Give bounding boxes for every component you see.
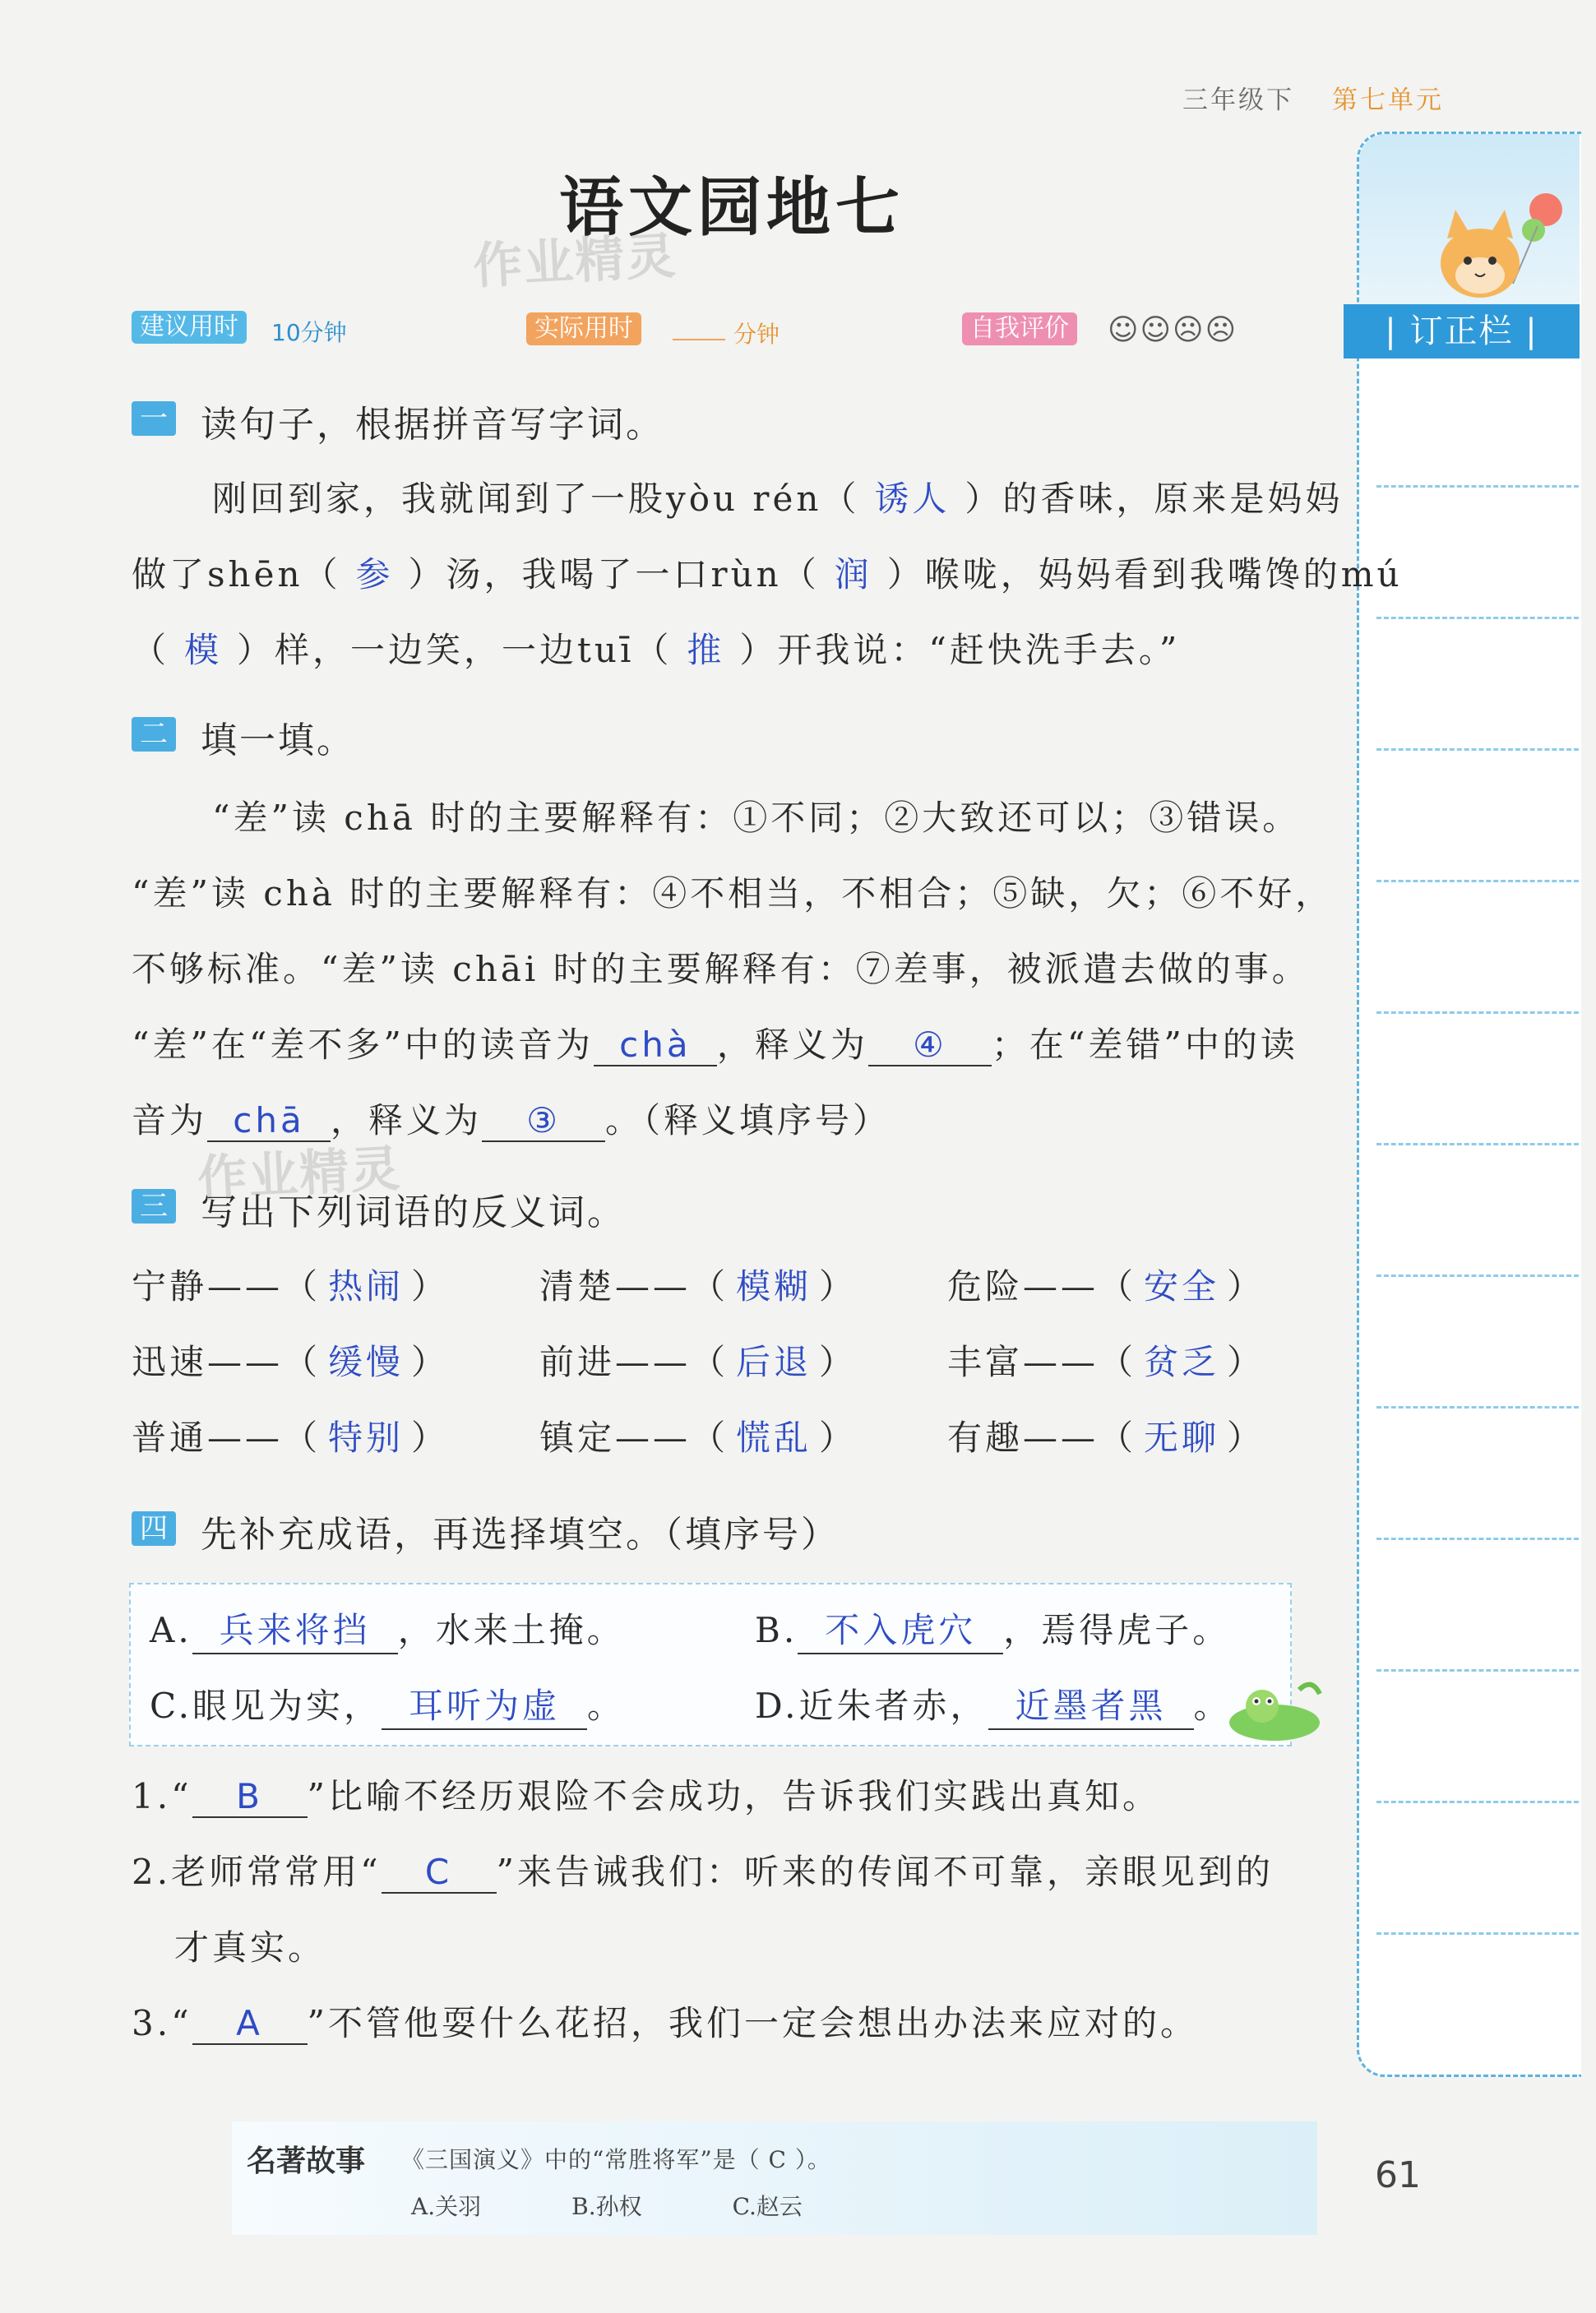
watermark: 作业精灵 (196, 1140, 403, 1209)
correction-panel (1357, 132, 1581, 2077)
answer: 推 (687, 630, 725, 670)
text: 做了shēn（ (132, 554, 341, 594)
answer-blank[interactable]: 兵来将挡 (192, 1603, 398, 1654)
correction-line (1376, 748, 1579, 751)
text: ，释义为 (716, 1025, 868, 1065)
classic-story-question: 《三国演义》中的“常胜将军”是（ C ）。 (401, 2146, 831, 2173)
antonym-word: 清楚 (539, 1266, 616, 1307)
option-a: A.关羽 (411, 2193, 482, 2220)
text: ”比喻不经历艰险不会成功，告诉我们实践出真知。 (307, 1776, 1161, 1816)
text: 1.“ (132, 1776, 192, 1816)
antonym-close: ） (411, 1342, 450, 1382)
text: 3.“ (132, 2003, 192, 2043)
suggested-time-value: 10分钟 (271, 319, 347, 346)
classic-story-options (411, 2189, 803, 2222)
antonym-close: ） (1227, 1342, 1265, 1382)
section-title: 读句子，根据拼音写字词。 (201, 404, 664, 446)
correction-line (1376, 485, 1579, 488)
antonym-close: ） (1227, 1418, 1265, 1458)
antonym-item (132, 1411, 449, 1460)
answer-blank[interactable]: ③ (482, 1100, 605, 1142)
header-unit: 第七单元 (1332, 86, 1444, 115)
text: ”不管他耍什么花招，我们一定会想出办法来应对的。 (307, 2003, 1199, 2043)
face-rating-icons[interactable]: ☺☺☹☹ (1108, 313, 1238, 347)
answer-blank[interactable]: A (192, 2003, 308, 2045)
correction-line (1376, 1274, 1579, 1277)
correction-line (1376, 1538, 1579, 1540)
self-evaluation-tag: 自我评价 (962, 312, 1077, 345)
correction-line (1376, 1801, 1579, 1803)
antonym-item (132, 1335, 449, 1385)
answer-blank[interactable]: 耳听为虚 (382, 1679, 587, 1730)
antonym-close: ） (1227, 1266, 1265, 1307)
header-grade: 三年级下 (1182, 86, 1294, 115)
antonym-item (539, 1411, 857, 1460)
question-2-cont: 才真实。 (174, 1927, 326, 1968)
antonym-item (539, 1335, 857, 1385)
correction-column-header: | 订正栏 | (1344, 304, 1580, 359)
answer-blank[interactable]: 不入虎穴 (798, 1603, 1003, 1654)
text: B. (755, 1610, 798, 1650)
antonym-dash: ——（ (1023, 1266, 1137, 1307)
page-title: 语文园地七 (559, 170, 905, 245)
idiom-b (755, 1603, 1230, 1654)
antonym-close: ） (411, 1266, 450, 1307)
section-number: 四 (132, 1511, 176, 1546)
text: ，释义为 (331, 1100, 483, 1140)
antonym-answer[interactable]: 热闹 (328, 1266, 405, 1307)
antonym-close: ） (411, 1418, 450, 1458)
antonym-answer[interactable]: 贫乏 (1144, 1342, 1220, 1382)
antonym-answer[interactable]: 特别 (328, 1418, 405, 1458)
antonym-answer[interactable]: 模糊 (736, 1266, 812, 1307)
section-number: 三 (132, 1189, 176, 1224)
section-title: 填一填。 (201, 719, 355, 761)
correction-line (1376, 1669, 1579, 1672)
antonym-dash: ——（ (207, 1342, 322, 1382)
text: ）样，一边笑，一边tuī（ (237, 630, 673, 670)
s1-line-3 (132, 623, 1180, 673)
antonym-item (947, 1260, 1265, 1309)
s1-line-2 (132, 548, 1403, 597)
correction-line (1376, 617, 1579, 619)
antonym-word: 宁静 (132, 1266, 208, 1307)
s2-line-3: 不够标准。“差”读 chāi 时的主要解释有：⑦差事，被派遣去做的事。 (132, 949, 1310, 989)
section-title: 先补充成语，再选择填空。（填序号） (201, 1514, 840, 1556)
text: D.近朱者赤， (755, 1686, 988, 1726)
antonym-answer[interactable]: 安全 (1144, 1266, 1220, 1307)
s2-line-4 (132, 1018, 1298, 1067)
text: 。（释义填序号） (605, 1100, 891, 1140)
frog-leaf-icon (1217, 1673, 1324, 1747)
answer-blank[interactable]: chà (594, 1025, 717, 1066)
text: ）开我说：“赶快洗手去。” (739, 630, 1181, 670)
antonym-word: 危险 (947, 1266, 1024, 1307)
text: ；在“差错”中的读 (991, 1025, 1298, 1065)
section-number: 二 (132, 717, 176, 752)
correction-line (1376, 1406, 1579, 1409)
idiom-c (150, 1679, 625, 1730)
correction-header-text: 订正栏 (1409, 312, 1514, 350)
text: 音为 (132, 1100, 208, 1140)
text: 刚回到家，我就闻到了一股yòu rén（ (212, 479, 860, 519)
option-b: B.孙权 (571, 2193, 642, 2220)
antonym-dash: ——（ (1023, 1342, 1137, 1382)
classic-story-label: 名著故事 (247, 2144, 366, 2178)
text: ）汤，我喝了一口rùn（ (408, 554, 820, 594)
answer-blank[interactable]: ④ (868, 1025, 992, 1066)
suggested-time-tag: 建议用时 (132, 311, 247, 344)
antonym-dash: ——（ (207, 1418, 322, 1458)
watermark: 作业精灵 (471, 227, 678, 296)
antonym-word: 前进 (539, 1342, 616, 1382)
question-2 (132, 1845, 1274, 1894)
answer-blank[interactable]: B (192, 1776, 308, 1818)
antonym-item (539, 1260, 857, 1309)
correction-line (1376, 1011, 1579, 1014)
text: C.眼见为实， (150, 1686, 382, 1726)
s1-line-1 (212, 472, 1343, 521)
text: 。 (1193, 1686, 1232, 1726)
answer: 润 (834, 554, 872, 594)
page-number: 61 (1375, 2154, 1421, 2196)
s2-line-2: “差”读 chà 时的主要解释有：④不相当，不相合；⑤缺，欠；⑥不好， (132, 873, 1334, 914)
antonym-answer[interactable]: 慌乱 (736, 1418, 812, 1458)
antonym-word: 普通 (132, 1418, 208, 1458)
text: （ (132, 630, 170, 670)
antonym-dash: ——（ (207, 1266, 322, 1307)
section-title: 写出下列词语的反义词。 (201, 1191, 626, 1233)
answer: 模 (184, 630, 223, 670)
text: 2.老师常常用“ (132, 1852, 382, 1892)
antonym-dash: ——（ (615, 1418, 729, 1458)
answer: 诱人 (874, 479, 951, 519)
correction-line (1376, 880, 1579, 882)
antonym-item (947, 1335, 1265, 1385)
antonym-close: ） (819, 1342, 858, 1382)
antonym-answer[interactable]: 无聊 (1144, 1418, 1220, 1458)
antonym-word: 镇定 (539, 1418, 616, 1458)
text: ，水来土掩。 (397, 1610, 625, 1650)
option-c: C.赵云 (732, 2193, 803, 2220)
s2-line-1: “差”读 chā 时的主要解释有：①不同；②大致还可以；③错误。 (212, 798, 1301, 838)
antonym-close: ） (819, 1418, 858, 1458)
antonym-item (947, 1411, 1265, 1460)
idiom-a (150, 1603, 625, 1654)
actual-time-blank[interactable] (673, 339, 725, 340)
answer-blank[interactable]: 近墨者黑 (988, 1679, 1194, 1730)
section-number: 一 (132, 401, 176, 436)
text: ”来告诫我们：听来的传闻不可靠，亲眼见到的 (496, 1852, 1274, 1892)
answer: 参 (355, 554, 394, 594)
answer-blank[interactable]: chā (207, 1100, 331, 1142)
antonym-close: ） (819, 1266, 858, 1307)
actual-time-tag: 实际用时 (526, 312, 641, 345)
antonym-item (132, 1260, 449, 1309)
antonym-dash: ——（ (615, 1342, 729, 1382)
antonym-word: 迅速 (132, 1342, 208, 1382)
antonym-word: 有趣 (947, 1418, 1024, 1458)
text: A. (150, 1610, 192, 1650)
antonym-answer[interactable]: 缓慢 (328, 1342, 405, 1382)
text: ）的香味，原来是妈妈 (965, 479, 1344, 519)
text: “差”在“差不多”中的读音为 (132, 1025, 594, 1065)
antonym-answer[interactable]: 后退 (736, 1342, 812, 1382)
antonym-word: 丰富 (947, 1342, 1024, 1382)
answer-blank[interactable]: C (382, 1852, 497, 1894)
question-1 (132, 1769, 1160, 1819)
text: 。 (587, 1686, 626, 1726)
correction-line (1376, 1143, 1579, 1145)
actual-time-unit: 分钟 (733, 321, 780, 348)
text: ，焉得虎子。 (1003, 1610, 1231, 1650)
question-3 (132, 1996, 1198, 2046)
idiom-d (755, 1679, 1232, 1730)
text: ）喉咙，妈妈看到我嘴馋的mú (886, 554, 1403, 594)
correction-line (1376, 1932, 1579, 1935)
s2-line-5 (132, 1094, 891, 1143)
antonym-dash: ——（ (615, 1266, 729, 1307)
squirrel-mascot-icon (1423, 185, 1571, 308)
antonym-dash: ——（ (1023, 1418, 1137, 1458)
